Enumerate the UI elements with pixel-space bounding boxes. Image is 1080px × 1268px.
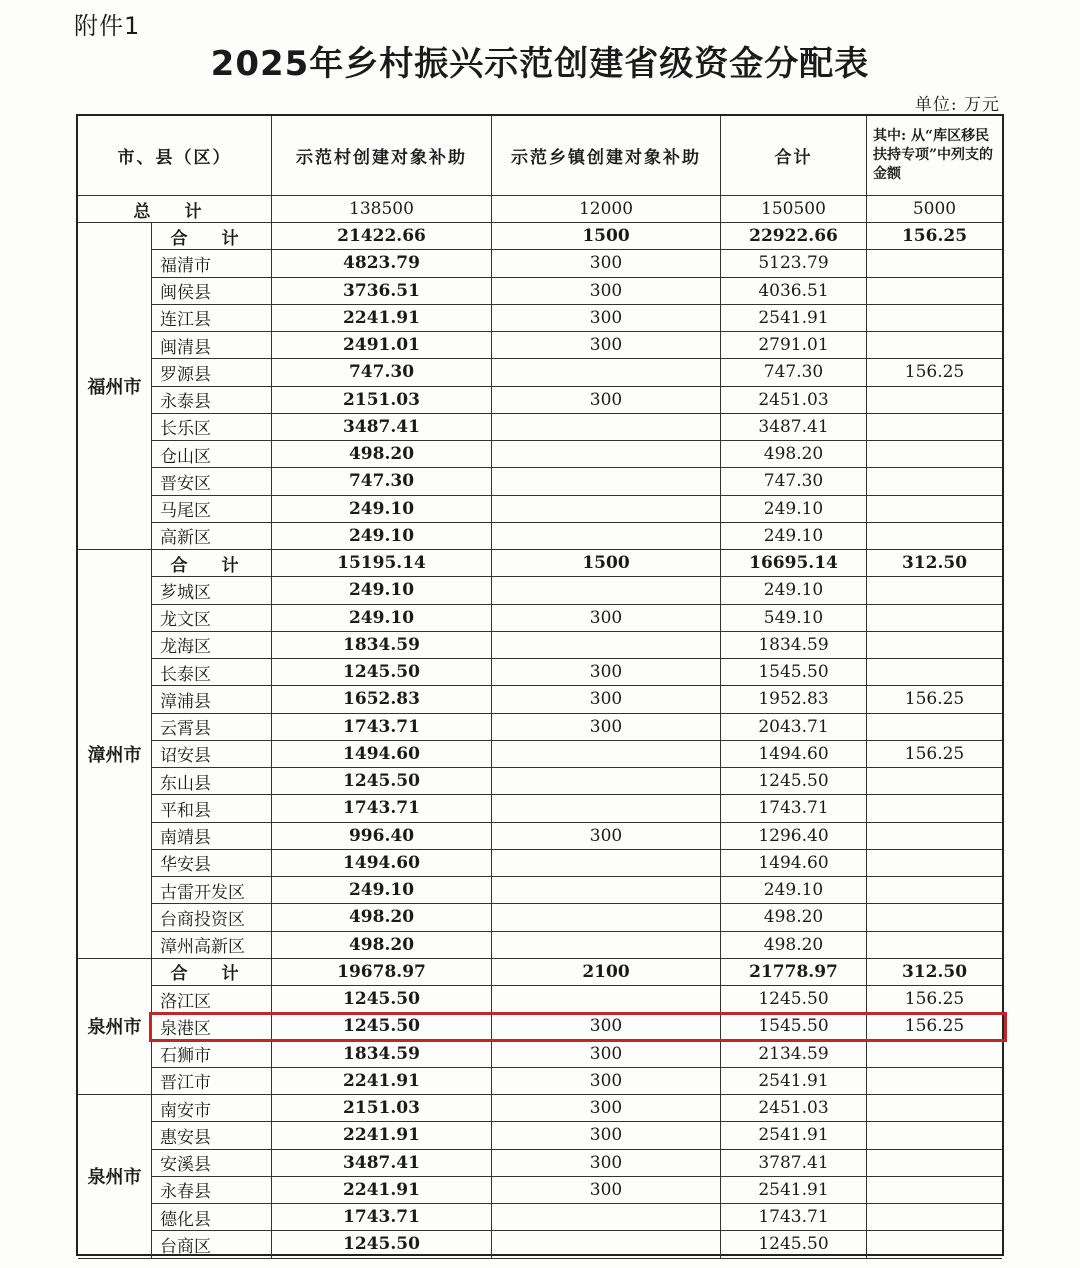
village-amount: 15195.14: [272, 550, 492, 577]
village-amount: 498.20: [272, 932, 492, 959]
total-amount: 2541.91: [721, 305, 867, 332]
reservoir-amount: [867, 496, 1002, 523]
town-amount: 300: [492, 305, 721, 332]
grand-total-village: 138500: [272, 196, 492, 223]
reservoir-amount: 156.25: [867, 741, 1002, 768]
unit-label: 单位: 万元: [914, 95, 1000, 115]
town-amount: [492, 496, 721, 523]
town-amount: [492, 441, 721, 468]
reservoir-amount: [867, 877, 1002, 904]
reservoir-amount: 156.25: [867, 986, 1002, 1013]
town-amount: 300: [492, 278, 721, 305]
total-amount: 747.30: [721, 359, 867, 386]
reservoir-amount: 312.50: [867, 550, 1002, 577]
town-amount: [492, 468, 721, 495]
total-amount: 1494.60: [721, 850, 867, 877]
reservoir-amount: [867, 1204, 1002, 1231]
reservoir-amount: 156.25: [867, 1013, 1002, 1040]
total-amount: 249.10: [721, 577, 867, 604]
town-amount: 300: [492, 605, 721, 632]
total-amount: 2134.59: [721, 1041, 867, 1068]
reservoir-amount: 156.25: [867, 223, 1002, 250]
county-name: 连江县: [152, 305, 272, 332]
village-amount: 498.20: [272, 441, 492, 468]
county-name: 马尾区: [152, 496, 272, 523]
allocation-table: [76, 114, 1004, 1256]
town-amount: 300: [492, 332, 721, 359]
reservoir-amount: [867, 904, 1002, 931]
county-name: 华安县: [152, 850, 272, 877]
county-name: 泉港区: [152, 1013, 272, 1040]
total-amount: 1545.50: [721, 659, 867, 686]
reservoir-amount: [867, 523, 1002, 550]
subtotal-label: 合 计: [152, 550, 272, 577]
county-name: 永泰县: [152, 387, 272, 414]
total-amount: 22922.66: [721, 223, 867, 250]
town-amount: 300: [492, 686, 721, 713]
town-amount: 300: [492, 1013, 721, 1040]
reservoir-amount: [867, 1150, 1002, 1177]
village-amount: 498.20: [272, 904, 492, 931]
village-amount: 2241.91: [272, 305, 492, 332]
town-amount: [492, 1204, 721, 1231]
county-name: 闽清县: [152, 332, 272, 359]
village-amount: 1494.60: [272, 741, 492, 768]
county-name: 龙海区: [152, 632, 272, 659]
total-amount: 1245.50: [721, 986, 867, 1013]
city-cell: 泉州市: [78, 1095, 152, 1259]
county-name: 漳浦县: [152, 686, 272, 713]
header-village: 示范村创建对象补助: [272, 116, 492, 196]
reservoir-amount: [867, 278, 1002, 305]
town-amount: [492, 577, 721, 604]
town-amount: 300: [492, 1095, 721, 1122]
total-amount: 16695.14: [721, 550, 867, 577]
town-amount: 300: [492, 250, 721, 277]
total-amount: 1545.50: [721, 1013, 867, 1040]
total-amount: 549.10: [721, 605, 867, 632]
village-amount: 4823.79: [272, 250, 492, 277]
village-amount: 1245.50: [272, 986, 492, 1013]
town-amount: [492, 904, 721, 931]
village-amount: 996.40: [272, 823, 492, 850]
county-name: 罗源县: [152, 359, 272, 386]
county-name: 芗城区: [152, 577, 272, 604]
reservoir-amount: [867, 932, 1002, 959]
county-name: 平和县: [152, 795, 272, 822]
town-amount: 300: [492, 714, 721, 741]
total-amount: 4036.51: [721, 278, 867, 305]
reservoir-amount: [867, 795, 1002, 822]
total-amount: 1245.50: [721, 768, 867, 795]
reservoir-amount: [867, 387, 1002, 414]
village-amount: 747.30: [272, 359, 492, 386]
village-amount: 2491.01: [272, 332, 492, 359]
county-name: 漳州高新区: [152, 932, 272, 959]
county-name: 德化县: [152, 1204, 272, 1231]
header-total: 合计: [721, 116, 867, 196]
village-amount: 249.10: [272, 523, 492, 550]
village-amount: 1245.50: [272, 1013, 492, 1040]
total-amount: 5123.79: [721, 250, 867, 277]
county-name: 古雷开发区: [152, 877, 272, 904]
reservoir-amount: [867, 1041, 1002, 1068]
town-amount: 300: [492, 1041, 721, 1068]
reservoir-amount: [867, 714, 1002, 741]
total-amount: 2043.71: [721, 714, 867, 741]
county-name: 晋安区: [152, 468, 272, 495]
reservoir-amount: [867, 659, 1002, 686]
reservoir-amount: [867, 823, 1002, 850]
total-amount: 1296.40: [721, 823, 867, 850]
total-amount: 498.20: [721, 441, 867, 468]
grand-total-reservoir: 5000: [867, 196, 1002, 223]
town-amount: [492, 850, 721, 877]
county-name: 石狮市: [152, 1041, 272, 1068]
reservoir-amount: [867, 632, 1002, 659]
total-amount: 498.20: [721, 904, 867, 931]
village-amount: 249.10: [272, 496, 492, 523]
reservoir-amount: [867, 768, 1002, 795]
village-amount: 2151.03: [272, 1095, 492, 1122]
village-amount: 1743.71: [272, 795, 492, 822]
town-amount: 300: [492, 659, 721, 686]
town-amount: 1500: [492, 550, 721, 577]
total-amount: 1494.60: [721, 741, 867, 768]
town-amount: 300: [492, 1150, 721, 1177]
reservoir-amount: [867, 441, 1002, 468]
village-amount: 1245.50: [272, 1231, 492, 1258]
town-amount: 1500: [492, 223, 721, 250]
county-name: 南靖县: [152, 823, 272, 850]
town-amount: [492, 1231, 721, 1258]
reservoir-amount: [867, 577, 1002, 604]
village-amount: 1245.50: [272, 659, 492, 686]
village-amount: 2241.91: [272, 1068, 492, 1095]
village-amount: 249.10: [272, 605, 492, 632]
village-amount: 2241.91: [272, 1177, 492, 1204]
county-name: 安溪县: [152, 1150, 272, 1177]
village-amount: 3487.41: [272, 1150, 492, 1177]
reservoir-amount: 156.25: [867, 686, 1002, 713]
reservoir-amount: 156.25: [867, 359, 1002, 386]
total-amount: 1743.71: [721, 795, 867, 822]
header-region: 市、县（区）: [78, 116, 272, 196]
total-amount: 498.20: [721, 932, 867, 959]
town-amount: [492, 795, 721, 822]
town-amount: 2100: [492, 959, 721, 986]
county-name: 晋江市: [152, 1068, 272, 1095]
total-amount: 3787.41: [721, 1150, 867, 1177]
county-name: 南安市: [152, 1095, 272, 1122]
reservoir-amount: [867, 1231, 1002, 1258]
town-amount: 300: [492, 387, 721, 414]
village-amount: 747.30: [272, 468, 492, 495]
header-reservoir: 其中: 从“库区移民扶持专项”中列支的金额: [867, 116, 1002, 196]
page-title: 2025年乡村振兴示范创建省级资金分配表: [210, 44, 870, 84]
total-amount: 2541.91: [721, 1068, 867, 1095]
town-amount: [492, 359, 721, 386]
village-amount: 3736.51: [272, 278, 492, 305]
county-name: 长泰区: [152, 659, 272, 686]
reservoir-amount: [867, 1177, 1002, 1204]
town-amount: [492, 877, 721, 904]
reservoir-amount: [867, 605, 1002, 632]
county-name: 高新区: [152, 523, 272, 550]
county-name: 龙文区: [152, 605, 272, 632]
reservoir-amount: [867, 305, 1002, 332]
subtotal-label: 合 计: [152, 959, 272, 986]
reservoir-amount: [867, 1068, 1002, 1095]
total-amount: 249.10: [721, 523, 867, 550]
county-name: 台商投资区: [152, 904, 272, 931]
total-amount: 249.10: [721, 877, 867, 904]
village-amount: 1652.83: [272, 686, 492, 713]
county-name: 仓山区: [152, 441, 272, 468]
total-amount: 2791.01: [721, 332, 867, 359]
total-amount: 2451.03: [721, 1095, 867, 1122]
town-amount: [492, 768, 721, 795]
header-town: 示范乡镇创建对象补助: [492, 116, 721, 196]
village-amount: 1245.50: [272, 768, 492, 795]
reservoir-amount: [867, 332, 1002, 359]
grand-total-label: 总 计: [78, 196, 272, 223]
village-amount: 2151.03: [272, 387, 492, 414]
reservoir-amount: [867, 1095, 1002, 1122]
county-name: 永春县: [152, 1177, 272, 1204]
county-name: 台商区: [152, 1231, 272, 1258]
village-amount: 3487.41: [272, 414, 492, 441]
city-cell: 泉州市: [78, 959, 152, 1095]
village-amount: 1743.71: [272, 714, 492, 741]
reservoir-amount: [867, 414, 1002, 441]
village-amount: 249.10: [272, 877, 492, 904]
town-amount: 300: [492, 1122, 721, 1149]
county-name: 长乐区: [152, 414, 272, 441]
total-amount: 2541.91: [721, 1177, 867, 1204]
town-amount: [492, 632, 721, 659]
county-name: 洛江区: [152, 986, 272, 1013]
reservoir-amount: [867, 850, 1002, 877]
city-cell: 福州市: [78, 223, 152, 550]
total-amount: 747.30: [721, 468, 867, 495]
county-name: 东山县: [152, 768, 272, 795]
grand-total-total: 150500: [721, 196, 867, 223]
town-amount: [492, 932, 721, 959]
subtotal-label: 合 计: [152, 223, 272, 250]
village-amount: 1834.59: [272, 632, 492, 659]
total-amount: 3487.41: [721, 414, 867, 441]
county-name: 福清市: [152, 250, 272, 277]
town-amount: [492, 523, 721, 550]
village-amount: 2241.91: [272, 1122, 492, 1149]
village-amount: 19678.97: [272, 959, 492, 986]
town-amount: 300: [492, 1177, 721, 1204]
town-amount: [492, 741, 721, 768]
city-cell: 漳州市: [78, 550, 152, 959]
total-amount: 2541.91: [721, 1122, 867, 1149]
town-amount: 300: [492, 1068, 721, 1095]
total-amount: 21778.97: [721, 959, 867, 986]
total-amount: 1952.83: [721, 686, 867, 713]
village-amount: 1494.60: [272, 850, 492, 877]
reservoir-amount: [867, 1122, 1002, 1149]
total-amount: 1245.50: [721, 1231, 867, 1258]
total-amount: 249.10: [721, 496, 867, 523]
village-amount: 1834.59: [272, 1041, 492, 1068]
total-amount: 1743.71: [721, 1204, 867, 1231]
village-amount: 1743.71: [272, 1204, 492, 1231]
village-amount: 21422.66: [272, 223, 492, 250]
town-amount: 300: [492, 823, 721, 850]
county-name: 诏安县: [152, 741, 272, 768]
total-amount: 2451.03: [721, 387, 867, 414]
attachment-label: 附件1: [74, 12, 141, 40]
total-amount: 1834.59: [721, 632, 867, 659]
village-amount: 249.10: [272, 577, 492, 604]
county-name: 云霄县: [152, 714, 272, 741]
reservoir-amount: [867, 250, 1002, 277]
reservoir-amount: [867, 468, 1002, 495]
reservoir-amount: 312.50: [867, 959, 1002, 986]
town-amount: [492, 986, 721, 1013]
grand-total-town: 12000: [492, 196, 721, 223]
county-name: 惠安县: [152, 1122, 272, 1149]
town-amount: [492, 414, 721, 441]
county-name: 闽侯县: [152, 278, 272, 305]
